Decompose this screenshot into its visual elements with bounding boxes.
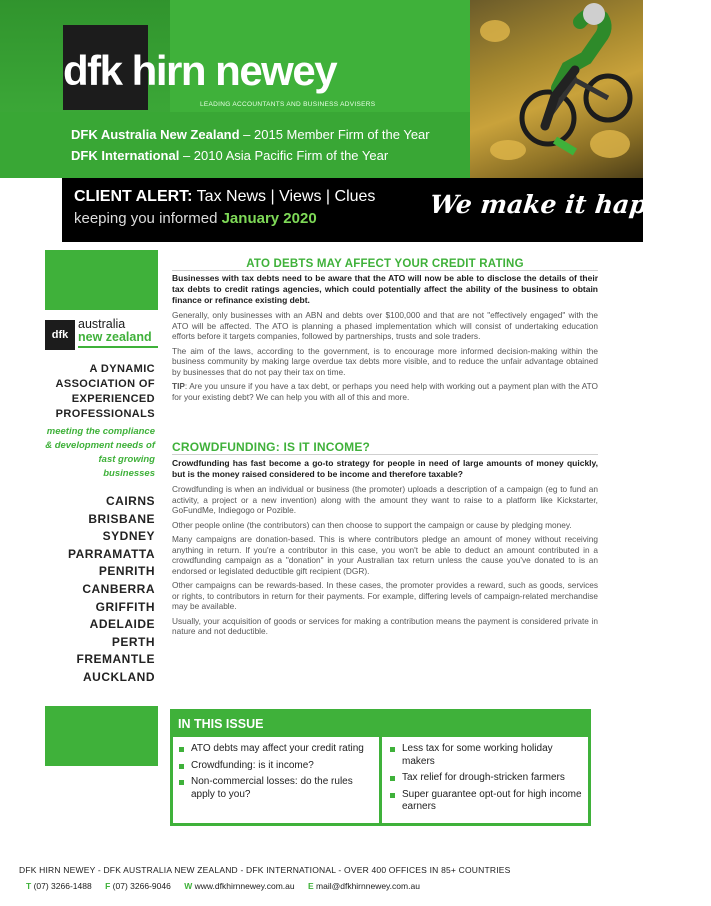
footer-contact-line [26,881,420,891]
article-2-paragraph: Crowdfunding is when an individual or business (the promoter) uploads a description of a campaign (eg to fund an activity, a project or a new invention) along with the amount they want to raise to a platform like Kickstarter, GoFundMe, Indiegogo or Pozible. [172,484,598,515]
city-item: PERTH [111,634,155,649]
sidebar-green-block-lower [45,706,158,766]
logo-wordmark: dfk hirn newey [63,47,337,94]
article-1-lead: Businesses with tax debts need to be aware that the ATO will now be able to disclose the details of their tax debts to credit ratings agencies, which could potentially affect the ability of the business to obtain finance or refinance existing debt. [172,273,598,305]
city-item: GRIFFITH [95,599,155,614]
bullet-icon [179,780,184,785]
award-1-text: – 2015 Member Firm of the Year [239,127,430,142]
city-item: AUCKLAND [83,669,155,684]
tip-text: : Are you unsure if you have a tax debt, or perhaps you need help with working out a payment plan with the ATO for your existing debt? We can help you with all of this and more. [172,381,598,402]
article-2-lead: Crowdfunding has fast become a go-to strategy for people in need of large amounts of money quickly, but is the money raised considered to be income and therefore taxable? [172,458,598,479]
article-2-paragraph: Usually, your acquisition of goods or services for making a contribution means the payment is considered private in nature and not deductible. [172,615,598,636]
fax-number: (07) 3266-9046 [112,881,171,891]
article-1-rule [172,270,598,271]
article-1-tip [172,381,598,402]
web-key: W [184,881,193,891]
issue-item [389,772,584,785]
compliance-tagline: meeting the compliance & development needs of fast growing businesses [45,426,155,479]
bullet-icon [179,747,184,752]
client-alert-band [62,178,711,242]
article-2-paragraph: Other people online (the contributors) can then choose to support the campaign or cause by pledging money. [172,519,572,530]
award-2-org: DFK International [71,148,180,163]
article-1-body [172,273,598,402]
article-2-rule [172,454,598,455]
client-alert-title [74,188,375,206]
article-2-paragraph: Other campaigns can be rewards-based. In these cases, the promoter provides a reward, such as goods, services or rights, to contributors in return for their payments. For example, differing levels of campaign-related merchandise may be available. [172,580,598,611]
in-this-issue-column-1 [178,743,373,805]
award-line-2 [71,148,388,163]
mountain-biker-photo [470,0,643,178]
issue-item-text: Less tax for some working holiday makers [402,743,553,767]
dfk-anz-logo [45,318,158,352]
in-this-issue-box [170,709,591,826]
association-tagline: A DYNAMIC ASSOCIATION OF EXPERIENCED PROFESSIONALS [55,363,155,420]
city-item: CANBERRA [82,581,155,596]
city-item: PENRITH [98,564,155,579]
city-item: CAIRNS [105,494,155,508]
in-this-issue-header [173,712,588,737]
company-logo [63,47,337,94]
website-link[interactable]: www.dfkhirnnewey.com.au [194,881,295,891]
dfk-logo-mark: dfk [45,320,75,350]
city-item: ADELAIDE [89,617,155,632]
award-line-1 [71,127,430,142]
masthead-shade-lower [0,112,470,178]
award-1-org: DFK Australia New Zealand [71,127,240,142]
anz-line-1: australia [78,317,126,331]
award-2-text: – 2010 Asia Pacific Firm of the Year [179,148,389,163]
in-this-issue-column-2 [389,743,584,818]
city-list [45,493,155,687]
issue-date: January 2020 [221,210,317,227]
issue-date-line [74,210,317,227]
issue-item [178,776,373,801]
slogan: We make it happen! [428,190,711,219]
client-alert-topics: Tax News | Views | Clues [192,188,376,205]
city-item: SYDNEY [102,529,155,544]
issue-item [389,743,584,768]
article-1-paragraph: Generally, only businesses with an ABN and debts over $100,000 and that are not "effectively engaged" with the ATO will be affected. The ATO is planning a phased implementation which will consist of undertaking education efforts before it targets companies, followed by partnerships, trusts and sole traders. [172,310,598,341]
issue-item-text: Non-commercial losses: do the rules apply to you? [191,776,353,800]
phone-key: T [26,881,32,891]
city-item: PARRAMATTA [68,546,155,561]
issue-item [389,789,584,814]
email-link[interactable]: mail@dfkhirnnewey.com.au [316,881,420,891]
article-2-title: CROWDFUNDING: IS IT INCOME? [172,440,371,454]
in-this-issue-title: IN THIS ISSUE [178,717,264,731]
fax-key: F [105,881,111,891]
issue-item-text: Tax relief for drough-stricken farmers [402,772,565,784]
sidebar-green-block [45,250,158,310]
issue-item-text: ATO debts may affect your credit rating [191,743,364,754]
email-key: E [307,881,314,891]
bullet-icon [390,793,395,798]
in-this-issue-divider [379,737,382,823]
issue-item [178,743,373,756]
issue-item [178,760,373,773]
logo-tagline: LEADING ACCOUNTANTS AND BUSINESS ADVISERS [200,101,376,108]
city-item: FREMANTLE [76,652,155,667]
tip-label: TIP [172,381,185,391]
masthead [0,0,643,178]
footer-network-line: DFK HIRN NEWEY - DFK AUSTRALIA NEW ZEALAND - DFK INTERNATIONAL - OVER 400 OFFICES IN 85+ COUNTRIES [19,865,511,875]
bullet-icon [179,764,184,769]
bullet-icon [390,776,395,781]
anz-logo-text [78,318,152,344]
anz-line-2: new zealand [78,330,152,344]
anz-logo-rule [78,346,158,348]
article-1-title: ATO DEBTS MAY AFFECT YOUR CREDIT RATING [246,258,524,270]
article-2-body [172,458,598,637]
article-1-paragraph: The aim of the laws, according to the government, is to encourage more informed decision-making within the business community by making large overdue tax debts more visible, and to reduce the unfair advantage obtained by businesses that do not pay their tax on time. [172,345,598,377]
issue-item-text: Crowdfunding: is it income? [191,759,314,771]
bullet-icon [390,747,395,752]
article-2-paragraph: Many campaigns are donation-based. This is where contributors pledge an amount of money without receiving anything in return. If you're a contributor in this case, you won't be able to deduct an amount contributed in a crowdfunding campaign as a "donation" in your Australian tax return unless the cause you've donated to is an endorsed or legislated deductible gift recipient (DGR). [172,534,598,576]
phone-number: (07) 3266-1488 [33,881,92,891]
client-alert-label: CLIENT ALERT: [74,188,193,205]
issue-item-text: Super guarantee opt-out for high income earners [402,788,582,813]
informed-text: keeping you informed [74,210,222,227]
city-item: BRISBANE [88,511,155,526]
